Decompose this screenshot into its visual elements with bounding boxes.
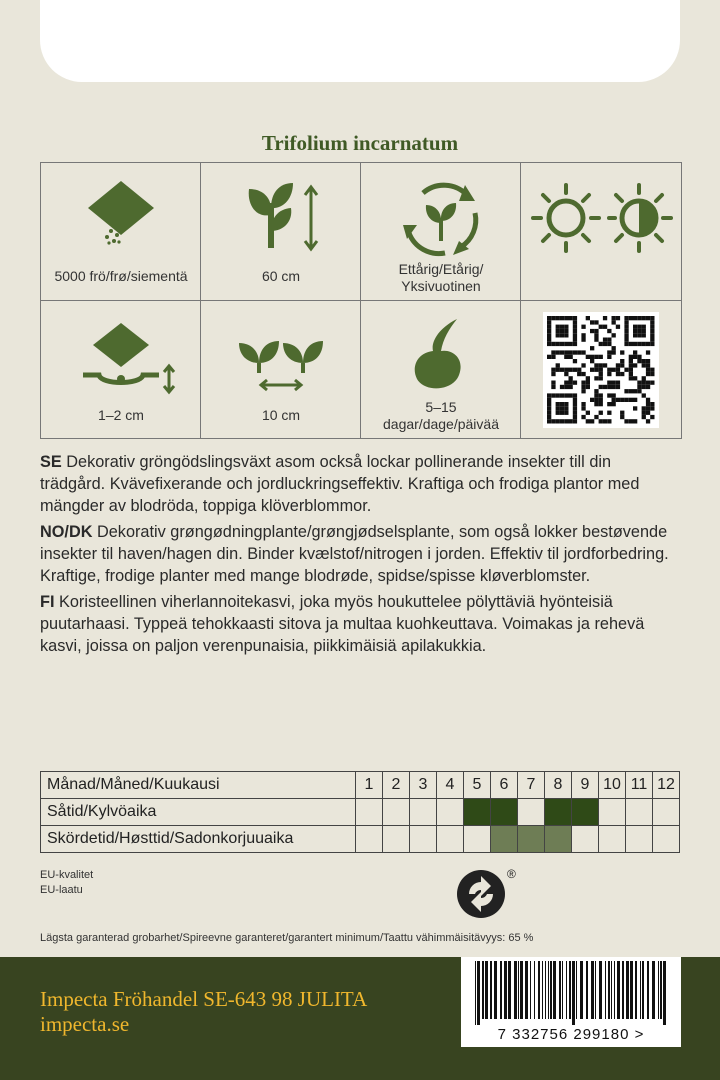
sun-cell: [521, 163, 681, 300]
month-6: 6: [491, 772, 518, 799]
company-address: Impecta Fröhandel SE-643 98 JULITA: [40, 987, 368, 1011]
sowing-calendar: [40, 771, 680, 853]
hanger-cutout: [40, 0, 680, 82]
sow-month-12: [653, 799, 680, 826]
harvest-month-3: [410, 826, 437, 853]
month-5: 5: [464, 772, 491, 799]
month-2: 2: [383, 772, 410, 799]
qr-cell: [521, 301, 681, 438]
sow-month-3: [410, 799, 437, 826]
harvest-month-2: [383, 826, 410, 853]
germination-cell: [361, 301, 521, 438]
harvest-month-1: [356, 826, 383, 853]
sowing-depth-cell: [41, 301, 201, 438]
harvest-month-5: [464, 826, 491, 853]
lifecycle-label-2: Yksivuotinen: [401, 278, 481, 294]
calendar-month-row: [41, 772, 680, 799]
lifecycle-label-1: Ettårig/Etårig/: [398, 261, 484, 277]
sun-icon: [533, 185, 599, 251]
germination-guarantee: Lägsta garanterad grobarhet/Spireevne garanteret/garantert minimum/Taattu vähimmäisitävyys: 65 %: [40, 932, 534, 944]
quality-line-1: EU-kvalitet: [40, 869, 94, 881]
harvest-label: Skördetid/Høsttid/Sadonkorjuuaika: [41, 826, 356, 853]
barcode-number: 7 332756 299180 >: [497, 1026, 645, 1043]
green-dot-recycling-icon: [455, 866, 525, 926]
descriptions: [40, 451, 680, 661]
month-4: 4: [437, 772, 464, 799]
desc-no-text: Dekorativ grøngødningplante/grøngjødselsplante, som også lokker bestøvende insekter til haven/hagen din. Binder kvælstof/nitrogen i jorden. Effektiv til jordforbedring. Kraftige, frodige planter med mange blodrøde, spidse/spisse kløverblomster.: [40, 523, 669, 585]
footer: [0, 957, 720, 1080]
plant-height-cell: [201, 163, 361, 300]
desc-fi-text: Koristeellinen viherlannoitekasvi, joka myös houkuttelee pölyttäviä hyönteisiä puutarhaasi. Typpeä tehokkaasti sitova ja multaa kuohkeuttava. Voimakas ja rehevä kasvi, joissa on paljon verenpunaisia, piikkimäisiä apilakukkia.: [40, 593, 645, 655]
lang-code-se: SE: [40, 453, 62, 471]
latin-name: Trifolium incarnatum: [261, 131, 459, 155]
germination-label-1: 5–15: [425, 399, 457, 415]
harvest-month-7: [518, 826, 545, 853]
harvest-month-6: [491, 826, 518, 853]
month-7: 7: [518, 772, 545, 799]
plant-spacing-label: 10 cm: [261, 407, 301, 423]
plant-spacing-cell: [201, 301, 361, 438]
desc-se-text: Dekorativ gröngödslingsväxt asom också lockar pollinerande insekter till din trädgård. Kvävefixerande och jordluckringseffektiv. Kraftiga och frodiga plantor med mängder av blodröda, toppiga klöverblommor.: [40, 453, 640, 515]
harvest-month-10: [599, 826, 626, 853]
icon-grid: [40, 162, 682, 439]
month-1: 1: [356, 772, 383, 799]
sow-month-5: [464, 799, 491, 826]
registered-mark: ®: [507, 867, 516, 881]
harvest-month-4: [437, 826, 464, 853]
lang-code-fi: FI: [40, 593, 55, 611]
desc-se: [40, 451, 680, 517]
quality-line-2: EU-laatu: [40, 884, 83, 896]
germination-label-2: dagar/dage/päivää: [383, 416, 499, 432]
month-8: 8: [545, 772, 572, 799]
harvest-month-12: [653, 826, 680, 853]
sow-month-11: [626, 799, 653, 826]
plant-height-label: 60 cm: [261, 268, 301, 284]
sow-month-7: [518, 799, 545, 826]
sow-month-6: [491, 799, 518, 826]
lang-code-no: NO/DK: [40, 523, 93, 541]
sowing-depth-label: 1–2 cm: [98, 407, 144, 423]
month-3: 3: [410, 772, 437, 799]
month-11: 11: [626, 772, 653, 799]
month-10: 10: [599, 772, 626, 799]
sow-month-10: [599, 799, 626, 826]
harvest-month-11: [626, 826, 653, 853]
lifecycle-cell: [361, 163, 521, 300]
month-12: 12: [653, 772, 680, 799]
sow-label: Såtid/Kylvöaika: [41, 799, 356, 826]
desc-no: [40, 521, 680, 587]
barcode: [461, 957, 681, 1047]
barcode-bars: [461, 957, 681, 1027]
seed-count-label: 5000 frö/frø/siementä: [54, 268, 188, 284]
qr-code-icon[interactable]: [521, 301, 681, 438]
sow-month-1: [356, 799, 383, 826]
sow-month-4: [437, 799, 464, 826]
month-header-label: Månad/Måned/Kuukausi: [41, 772, 356, 799]
harvest-month-9: [572, 826, 599, 853]
month-9: 9: [572, 772, 599, 799]
calendar-sow-row: [41, 799, 680, 826]
half-sun-icon: [609, 185, 671, 251]
seed-count-cell: [41, 163, 201, 300]
calendar-harvest-row: [41, 826, 680, 853]
harvest-month-8: [545, 826, 572, 853]
website-link[interactable]: impecta.se: [40, 1012, 130, 1036]
desc-fi: [40, 591, 680, 657]
sow-month-9: [572, 799, 599, 826]
sow-month-2: [383, 799, 410, 826]
sow-month-8: [545, 799, 572, 826]
